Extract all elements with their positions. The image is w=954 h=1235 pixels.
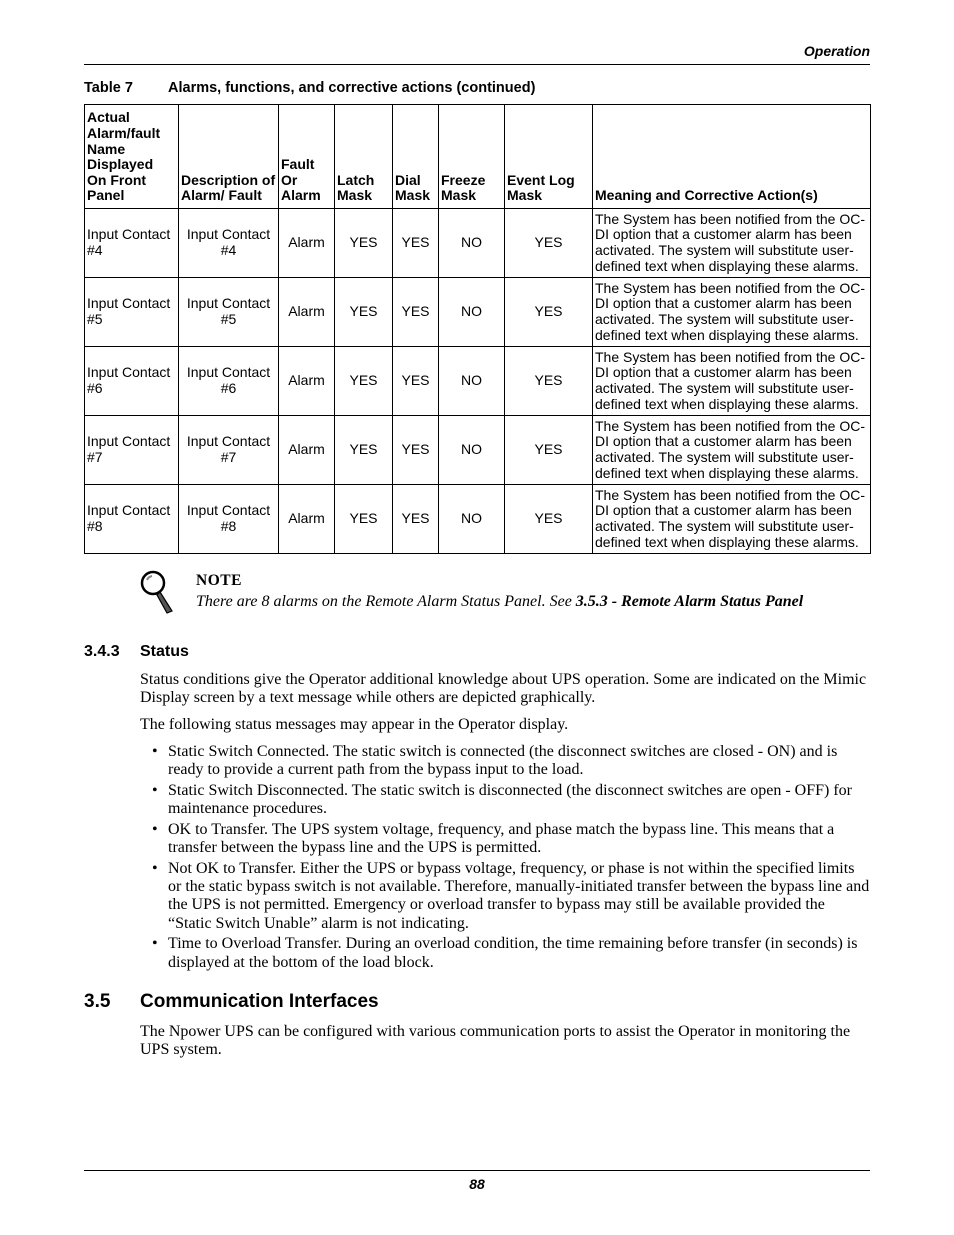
cell-freeze-mask: NO — [439, 347, 505, 416]
cell-alarm-name: Input Contact #8 — [85, 485, 179, 554]
cell-alarm-name: Input Contact #5 — [85, 278, 179, 347]
table-caption — [84, 80, 535, 96]
col-header-alarm-name: Actual Alarm/fault Name Displayed On Front Panel — [85, 105, 179, 209]
cell-dial-mask: YES — [393, 278, 439, 347]
cell-latch-mask: YES — [335, 209, 393, 278]
cell-dial-mask: YES — [393, 347, 439, 416]
cell-dial-mask: YES — [393, 209, 439, 278]
cell-freeze-mask: NO — [439, 278, 505, 347]
section-number: 3.5 — [84, 991, 111, 1012]
note-title: NOTE — [196, 572, 242, 589]
cell-alarm-name: Input Contact #4 — [85, 209, 179, 278]
cell-event-log-mask: YES — [505, 278, 593, 347]
cell-fault-or-alarm: Alarm — [279, 278, 335, 347]
cell-alarm-name: Input Contact #6 — [85, 347, 179, 416]
cell-meaning: The System has been notified from the OC-DI option that a customer alarm has been activated. The system will substitute user-defined text when displaying these alarms. — [593, 209, 871, 278]
list-item-text: Static Switch Connected. The static switch is connected (the disconnect switches are closed - ON) and is ready to provide a current path from the bypass input to the load. — [168, 743, 838, 779]
cell-freeze-mask: NO — [439, 416, 505, 485]
list-item: • Not OK to Transfer. Either the UPS or bypass voltage, frequency, or phase is not within the specified limits or the static bypass switch is not available. Therefore, manually-initiated transfer between the bypass line and the UPS is not permitted. Emergency or overload transfer to bypass may still be available provided the “Static Switch Unable” alarm is not indicating. — [152, 860, 870, 932]
note-reference-link[interactable]: 3.5.3 - Remote Alarm Status Panel — [575, 593, 804, 610]
cell-event-log-mask: YES — [505, 485, 593, 554]
table-row — [85, 485, 871, 554]
col-header-dial-mask: Dial Mask — [393, 105, 439, 209]
cell-freeze-mask: NO — [439, 485, 505, 554]
cell-freeze-mask: NO — [439, 209, 505, 278]
col-header-fault-or-alarm: Fault Or Alarm — [279, 105, 335, 209]
magnifier-icon — [138, 568, 178, 616]
page-number: 88 — [469, 1176, 485, 1192]
cell-event-log-mask: YES — [505, 209, 593, 278]
col-header-meaning: Meaning and Corrective Action(s) — [593, 105, 871, 209]
cell-meaning: The System has been notified from the OC-DI option that a customer alarm has been activated. The system will substitute user-defined text when displaying these alarms. — [593, 347, 871, 416]
communication-paragraph: The Npower UPS can be configured with various communication ports to assist the Operator in monitoring the UPS system. — [140, 1023, 851, 1059]
note-text — [196, 593, 870, 612]
status-paragraph-2: The following status messages may appear in the Operator display. — [140, 716, 569, 733]
col-header-description: Description of Alarm/ Fault — [179, 105, 279, 209]
cell-event-log-mask: YES — [505, 347, 593, 416]
cell-description: Input Contact #6 — [179, 347, 279, 416]
cell-alarm-name: Input Contact #7 — [85, 416, 179, 485]
col-header-freeze-mask: Freeze Mask — [439, 105, 505, 209]
cell-fault-or-alarm: Alarm — [279, 209, 335, 278]
section-title: Communication Interfaces — [140, 991, 379, 1012]
table-row — [85, 416, 871, 485]
section-heading-communication — [84, 991, 379, 1013]
cell-dial-mask: YES — [393, 416, 439, 485]
running-header: Operation — [803, 43, 870, 59]
cell-latch-mask: YES — [335, 347, 393, 416]
alarms-table — [84, 104, 871, 554]
table-row — [85, 209, 871, 278]
section-title: Status — [140, 643, 189, 660]
cell-latch-mask: YES — [335, 416, 393, 485]
list-item-text: Time to Overload Transfer. During an overload condition, the time remaining before transfer (in seconds) is displayed at the bottom of the load block. — [168, 935, 858, 971]
cell-description: Input Contact #7 — [179, 416, 279, 485]
list-item-text: OK to Transfer. The UPS system voltage, frequency, and phase match the bypass line. This means that a transfer between the bypass line and the UPS is permitted. — [168, 821, 835, 857]
table-row — [85, 347, 871, 416]
table-number: Table 7 — [84, 80, 133, 96]
section-heading-status — [84, 643, 189, 661]
table-row — [85, 278, 871, 347]
list-item-text: Not OK to Transfer. Either the UPS or bypass voltage, frequency, or phase is not within the specified limits or the static bypass switch is not available. Therefore, manually-initiated transfer between the bypass line and the UPS is not permitted. Emergency or overload transfer to bypass may still be available provided the “Static Switch Unable” alarm is not indicating. — [168, 860, 870, 932]
list-item: • Time to Overload Transfer. During an overload condition, the time remaining before transfer (in seconds) is displayed at the bottom of the load block. — [152, 935, 858, 971]
list-item: • Static Switch Disconnected. The static switch is disconnected (the disconnect switches are open - OFF) for maintenance procedures. — [152, 782, 852, 818]
cell-latch-mask: YES — [335, 278, 393, 347]
cell-description: Input Contact #8 — [179, 485, 279, 554]
table-header-row — [85, 105, 871, 209]
section-number: 3.4.3 — [84, 643, 120, 660]
table-title: Alarms, functions, and corrective actions (continued) — [168, 80, 536, 96]
footer-rule — [84, 1170, 870, 1171]
cell-fault-or-alarm: Alarm — [279, 416, 335, 485]
status-messages-list — [140, 743, 870, 974]
list-item-text: Static Switch Disconnected. The static switch is disconnected (the disconnect switches are open - OFF) for maintenance procedures. — [168, 782, 852, 818]
header-rule — [84, 64, 870, 65]
cell-meaning: The System has been notified from the OC-DI option that a customer alarm has been activated. The system will substitute user-defined text when displaying these alarms. — [593, 416, 871, 485]
note-body: There are 8 alarms on the Remote Alarm Status Panel. See — [196, 593, 576, 610]
cell-meaning: The System has been notified from the OC-DI option that a customer alarm has been activated. The system will substitute user-defined text when displaying these alarms. — [593, 278, 871, 347]
col-header-event-log-mask: Event Log Mask — [505, 105, 593, 209]
cell-description: Input Contact #5 — [179, 278, 279, 347]
col-header-latch-mask: Latch Mask — [335, 105, 393, 209]
list-item: • OK to Transfer. The UPS system voltage, frequency, and phase match the bypass line. This means that a transfer between the bypass line and the UPS is permitted. — [152, 821, 835, 857]
cell-dial-mask: YES — [393, 485, 439, 554]
cell-fault-or-alarm: Alarm — [279, 347, 335, 416]
cell-fault-or-alarm: Alarm — [279, 485, 335, 554]
status-paragraph-1: Status conditions give the Operator additional knowledge about UPS operation. Some are indicated on the Mimic Display screen by a text message while others are depicted graphically. — [140, 671, 867, 707]
list-item: • Static Switch Connected. The static switch is connected (the disconnect switches are closed - ON) and is ready to provide a current path from the bypass input to the load. — [152, 743, 838, 779]
cell-latch-mask: YES — [335, 485, 393, 554]
cell-event-log-mask: YES — [505, 416, 593, 485]
cell-meaning: The System has been notified from the OC-DI option that a customer alarm has been activated. The system will substitute user-defined text when displaying these alarms. — [593, 485, 871, 554]
cell-description: Input Contact #4 — [179, 209, 279, 278]
